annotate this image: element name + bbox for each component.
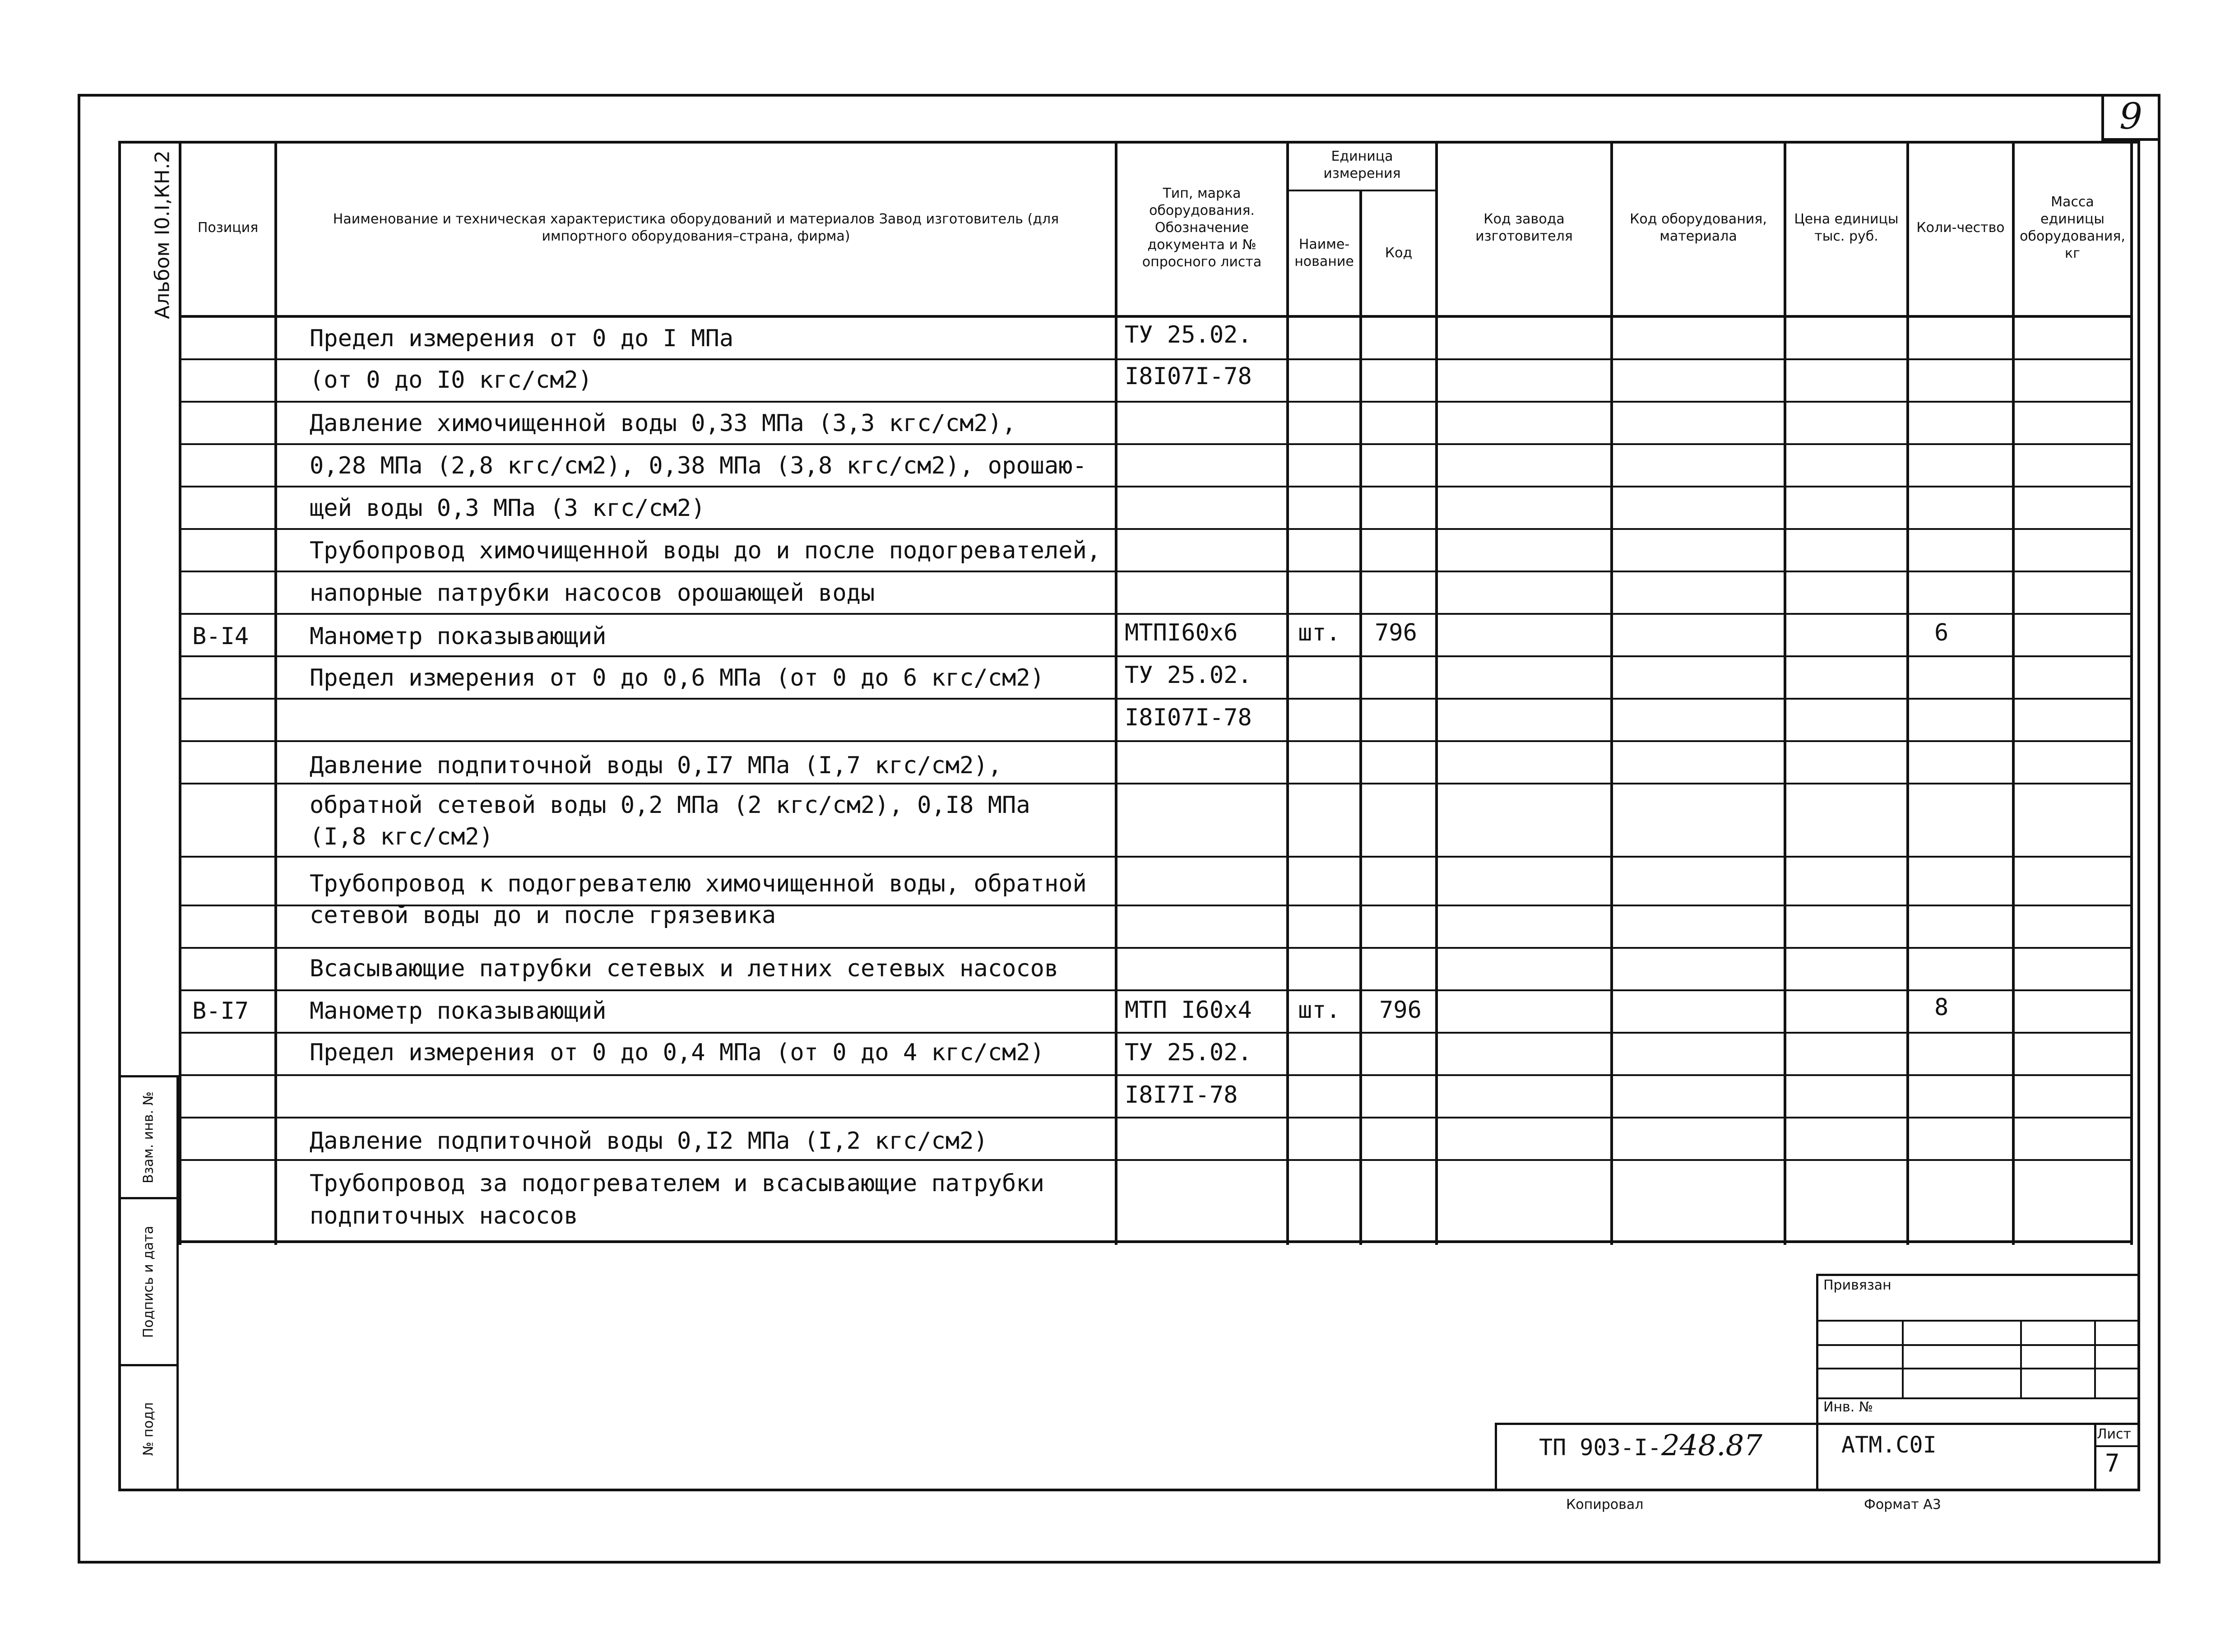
side-cell-replace-inv <box>121 1077 176 1199</box>
doc-code-prefix: ТП 903-I- <box>1539 1434 1661 1461</box>
row-8-type: МТПI60х6 <box>1125 619 1238 646</box>
row-17-type: I8I7I-78 <box>1125 1081 1238 1109</box>
row-line <box>179 989 2133 991</box>
row-15-name: Манометр показывающий <box>310 998 607 1025</box>
col-line <box>2130 141 2133 1245</box>
stamp-line <box>1816 1344 2140 1346</box>
row-line <box>179 740 2133 742</box>
header-factory-code: Код завода изготовителя <box>1475 211 1573 244</box>
row-5-name: щей воды 0,3 МПа (3 кгс/см2) <box>310 495 705 522</box>
header-unit-code: Код <box>1385 245 1413 261</box>
row-9-type: ТУ 25.02. <box>1125 662 1252 689</box>
row-16-name: Предел измерения от 0 до 0,4 МПа (от 0 до 4 кгс/см2) <box>310 1039 1044 1066</box>
row-2-type: I8I07I-78 <box>1125 363 1252 390</box>
row-1-type: ТУ 25.02. <box>1125 321 1252 348</box>
row-16-type: ТУ 25.02. <box>1125 1039 1252 1066</box>
row-line <box>179 486 2133 487</box>
stamp-line <box>2094 1423 2096 1491</box>
header-price: Цена единицы тыс. руб. <box>1794 211 1899 244</box>
row-14-name: Всасывающие патрубки сетевых и летних сетевых насосов <box>310 955 1059 982</box>
stamp-line <box>2020 1320 2022 1397</box>
side-cell-orig-no <box>121 1366 176 1491</box>
row-15-unit: шт. <box>1298 997 1340 1024</box>
side-label-signature: Подпись и дата <box>140 1225 157 1338</box>
row-13-name-cont: сетевой воды до и после грязевика <box>310 902 776 929</box>
row-line <box>179 1032 2133 1034</box>
row-1-name: Предел измерения от 0 до I МПа <box>310 325 734 352</box>
row-8-pos: В-I4 <box>192 623 249 650</box>
stamp-line <box>1816 1320 2140 1322</box>
row-line <box>179 947 2133 949</box>
row-3-name: Давление химочищенной воды 0,33 МПа (3,3 кгс/см2), <box>310 410 1016 437</box>
row-line <box>179 1117 2133 1118</box>
row-12-name-cont: (I,8 кгс/см2) <box>310 823 493 850</box>
row-11-name: Давление подпиточной воды 0,I7 МПа (I,7 кгс/см2), <box>310 752 1002 779</box>
inv-label: Инв. № <box>1823 1399 1873 1415</box>
row-4-name: 0,28 МПа (2,8 кгс/см2), 0,38 МПа (3,8 кгс/см2), орошаю- <box>310 452 1087 479</box>
row-19-name: Трубопровод за подогревателем и всасывающие патрубки <box>310 1170 1044 1197</box>
row-15-code: 796 <box>1379 997 1422 1024</box>
row-line <box>179 528 2133 530</box>
stamp-line <box>1816 1368 2140 1369</box>
specification-table <box>179 141 2140 1242</box>
doc-code <box>1539 1429 1762 1462</box>
copied-label: Копировал <box>1566 1497 1644 1513</box>
row-9-name: Предел измерения от 0 до 0,6 МПа (от 0 до 6 кгс/см2) <box>310 664 1044 691</box>
side-label-orig-no: № подл <box>140 1402 157 1456</box>
stamp-line <box>2094 1320 2096 1397</box>
album-label: Альбом I0.I,КН.2 <box>151 150 174 319</box>
row-10-type: I8I07I-78 <box>1125 704 1252 731</box>
side-cell-signature <box>121 1199 176 1366</box>
row-19-name-cont: подпиточных насосов <box>310 1202 578 1230</box>
row-line <box>179 443 2133 445</box>
handwritten-page-number: 9 <box>2101 94 2160 141</box>
table-bottom-line <box>179 1240 2133 1243</box>
side-stamp <box>118 1075 179 1491</box>
sheet-label: Лист <box>2097 1426 2132 1442</box>
header-type: Тип, марка оборудования. Обозначение документа и № опросного листа <box>1142 186 1262 270</box>
header-position: Позиция <box>197 220 259 236</box>
row-line <box>179 1159 2133 1161</box>
row-8-code: 796 <box>1375 619 1417 646</box>
stamp-line <box>1902 1320 1904 1397</box>
header-equipment-code: Код оборудования, материала <box>1630 211 1767 244</box>
header-unit-name: Наиме-нование <box>1294 237 1354 269</box>
row-line <box>179 358 2133 360</box>
row-line <box>179 613 2133 615</box>
row-8-name: Манометр показывающий <box>310 623 607 650</box>
row-18-name: Давление подпиточной воды 0,I2 МПа (I,2 кгс/см2) <box>310 1128 988 1155</box>
doc-code-handwritten: 248.87 <box>1661 1429 1762 1462</box>
row-line <box>179 655 2133 657</box>
stamp-line <box>2094 1445 2140 1447</box>
row-line <box>179 401 2133 403</box>
row-7-name: напорные патрубки насосов орошающей воды <box>310 580 875 607</box>
row-6-name: Трубопровод химочищенной воды до и после подогревателей, <box>310 537 1101 564</box>
row-8-qty: 6 <box>1934 619 1949 646</box>
row-line <box>179 571 2133 572</box>
header-mass: Масса единицы оборудования, кг <box>2020 194 2125 261</box>
header-name: Наименование и техническая характеристика оборудований и материалов Завод изготовитель (для импортного оборудования–страна, фирма) <box>333 211 1059 244</box>
header-unit-group: Единица измерения <box>1323 148 1401 181</box>
row-13-name: Трубопровод к подогревателю химочищенной воды, обратной <box>310 870 1087 897</box>
row-2-name: (от 0 до I0 кгс/см2) <box>310 367 593 394</box>
row-line <box>179 1074 2133 1076</box>
row-15-pos: В-I7 <box>192 998 249 1025</box>
row-15-qty: 8 <box>1934 994 1949 1021</box>
format-label: Формат А3 <box>1864 1497 1941 1513</box>
doc-mark: АТМ.С0I <box>1841 1432 1937 1458</box>
row-8-unit: шт. <box>1298 619 1340 646</box>
row-line <box>179 783 2133 784</box>
row-15-type: МТП I60х4 <box>1125 997 1252 1024</box>
col-line <box>1359 190 1362 1245</box>
row-line <box>179 698 2133 700</box>
header-quantity: Коли-чество <box>1916 220 2005 236</box>
sheet-number: 7 <box>2105 1449 2120 1477</box>
side-label-replace-inv: Взам. инв. № <box>140 1091 157 1183</box>
row-12-name: обратной сетевой воды 0,2 МПа (2 кгс/см2), 0,I8 МПа <box>310 792 1030 819</box>
row-line <box>179 856 2133 858</box>
header-bottom-line <box>179 315 2133 318</box>
tied-label: Привязан <box>1823 1277 1891 1293</box>
